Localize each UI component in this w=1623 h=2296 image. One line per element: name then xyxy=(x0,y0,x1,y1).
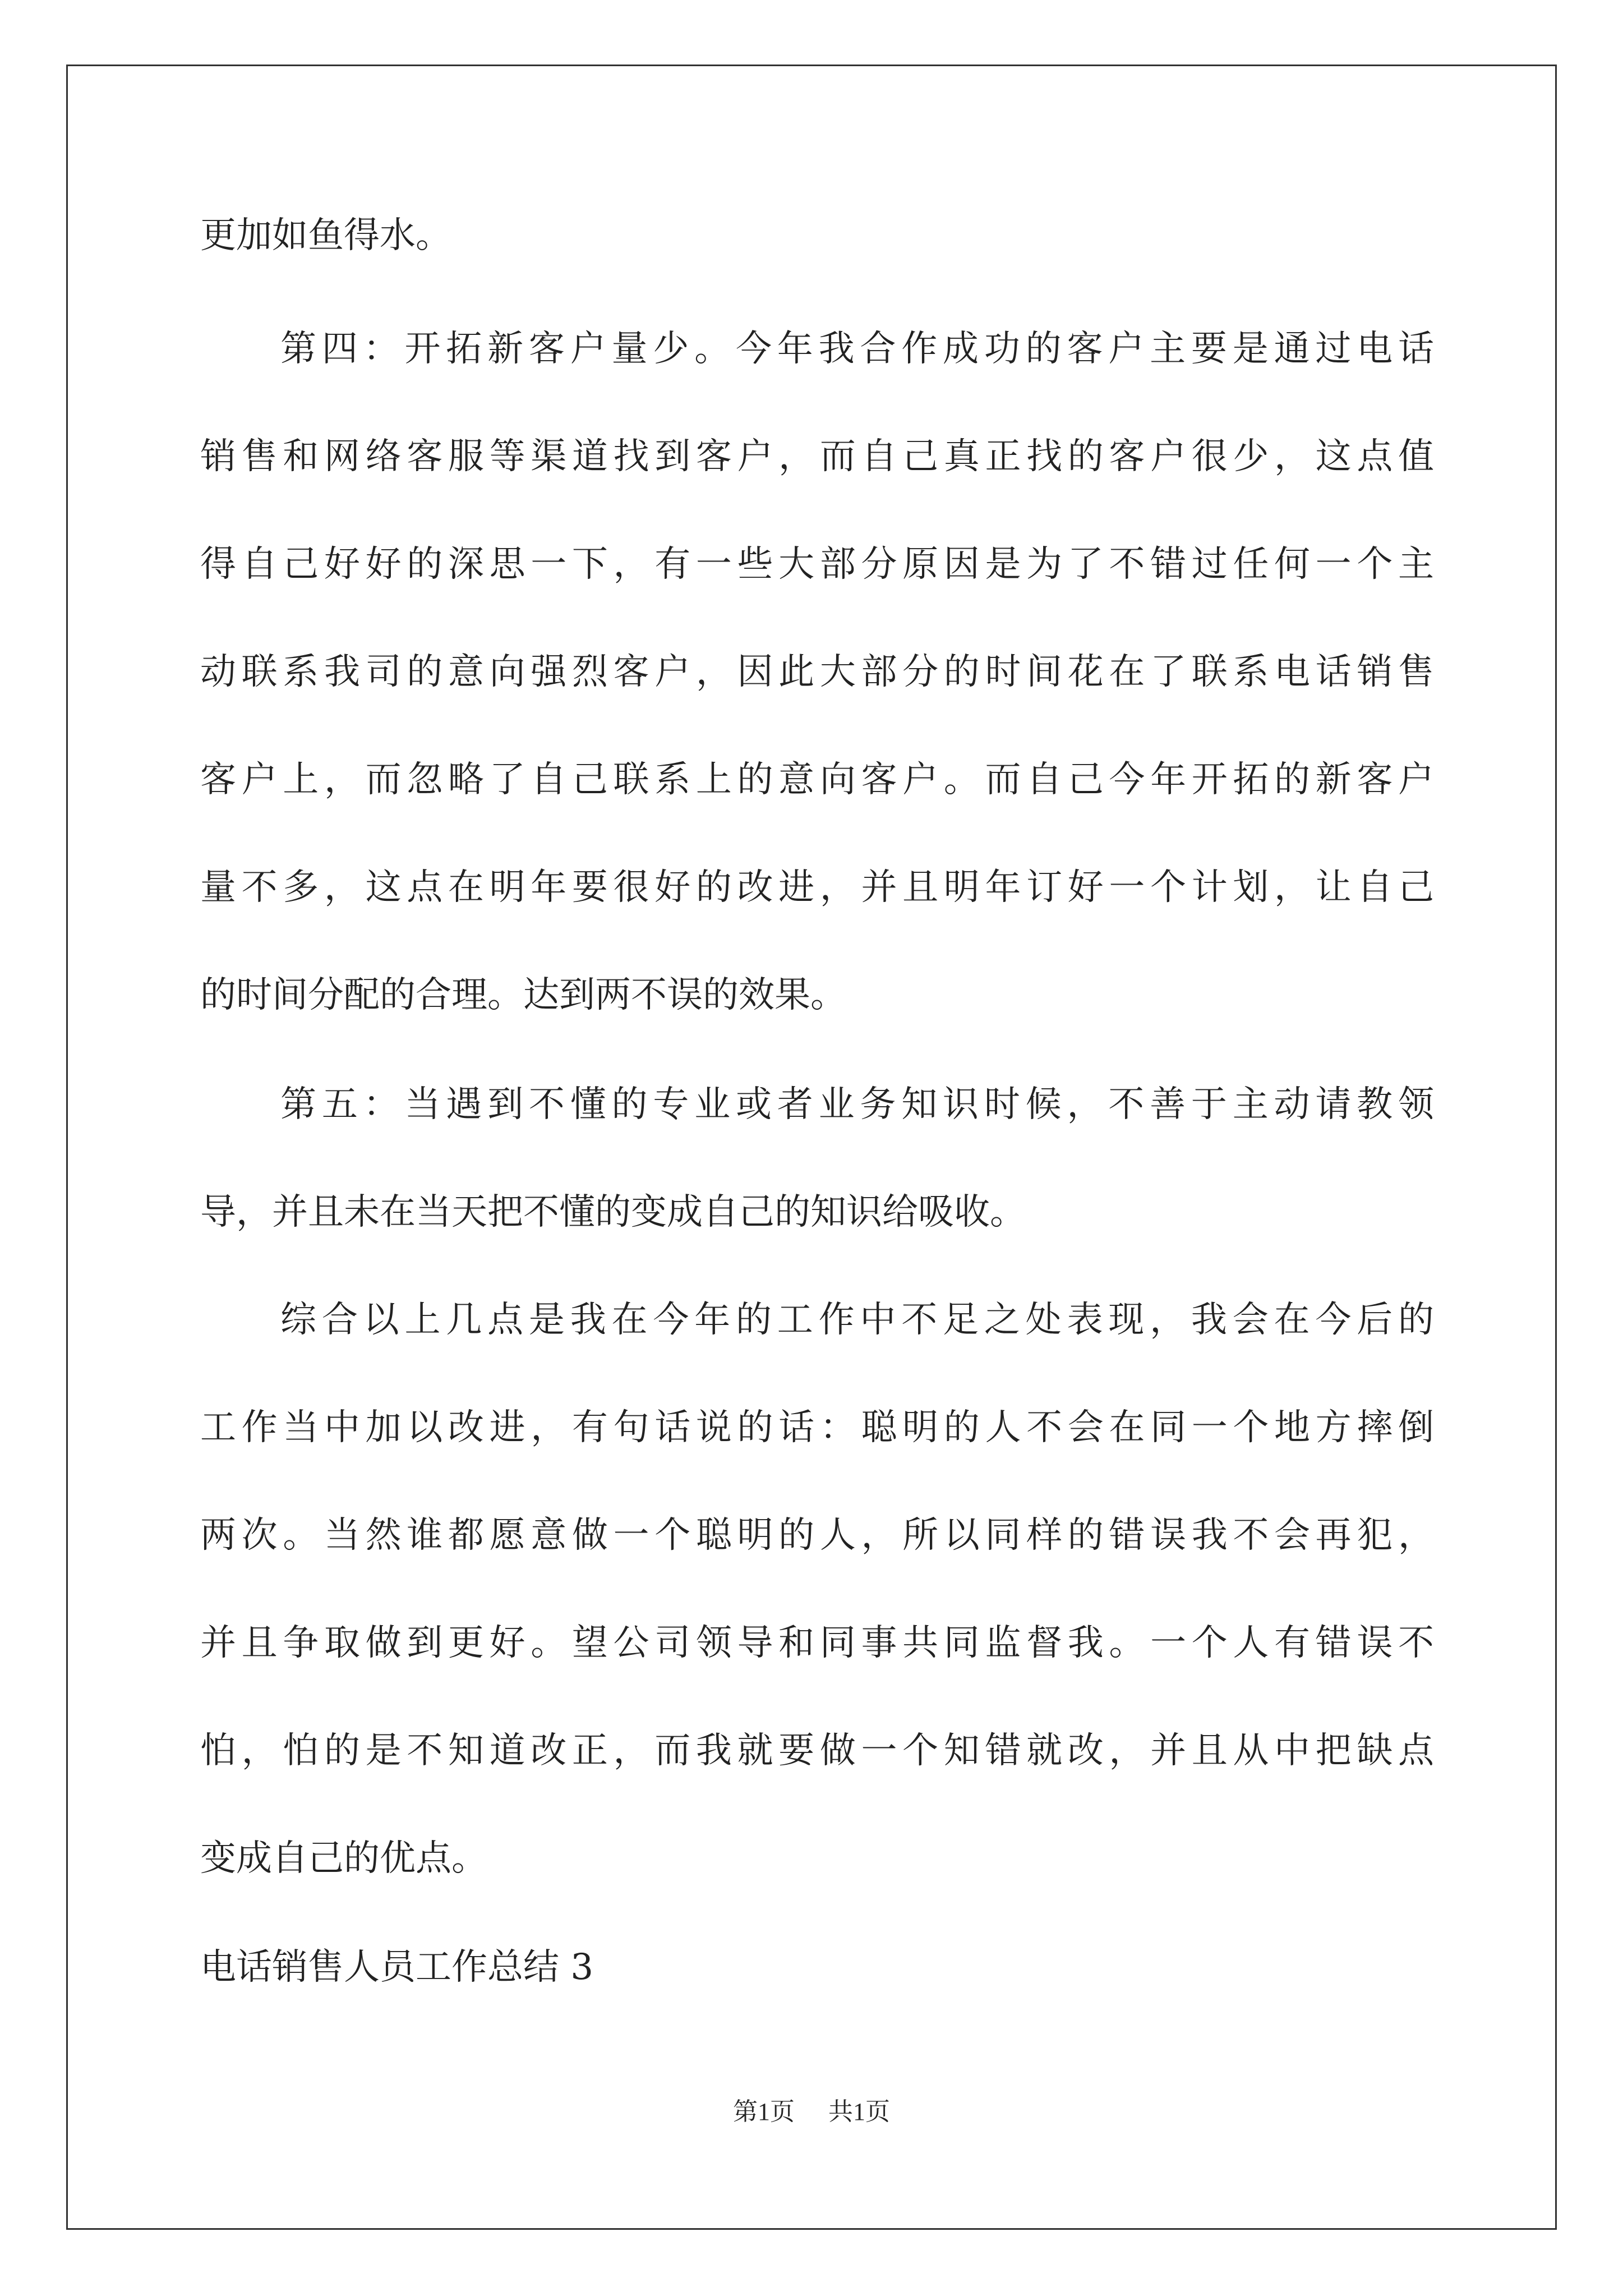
paragraph-line: 得自己好好的深思一下，有一些大部分原因是为了不错过任何一个主 xyxy=(200,544,1434,585)
paragraph-line: 更加如鱼得水。 xyxy=(200,215,451,256)
paragraph-line: 第五：当遇到不懂的专业或者业务知识时候，不善于主动请教领 xyxy=(280,1084,1434,1125)
paragraph-line: 的时间分配的合理。达到两不误的效果。 xyxy=(200,974,846,1016)
page-border xyxy=(66,65,1557,2230)
paragraph-line: 综合以上几点是我在今年的工作中不足之处表现，我会在今后的 xyxy=(280,1299,1434,1341)
paragraph-line: 怕，怕的是不知道改正，而我就要做一个知错就改，并且从中把缺点 xyxy=(200,1730,1434,1772)
paragraph-line: 变成自己的优点。 xyxy=(200,1838,487,1879)
page-footer xyxy=(0,2100,1623,2124)
paragraph-line: 客户上，而忽略了自己联系上的意向客户。而自己今年开拓的新客户 xyxy=(200,759,1434,800)
section-heading: 电话销售人员工作总结 3 xyxy=(200,1947,594,1988)
paragraph-line: 动联系我司的意向强烈客户，因此大部分的时间花在了联系电话销售 xyxy=(200,651,1434,693)
paragraph-line: 导，并且未在当天把不懂的变成自己的知识给吸收。 xyxy=(200,1191,1026,1233)
page-number-current: 第1页 xyxy=(733,2098,795,2125)
paragraph-line: 量不多，这点在明年要很好的改进，并且明年订好一个计划，让自己 xyxy=(200,867,1434,908)
paragraph-line: 销售和网络客服等渠道找到客户，而自己真正找的客户很少，这点值 xyxy=(200,436,1434,477)
page-number-total: 共1页 xyxy=(828,2098,890,2125)
paragraph-line: 工作当中加以改进，有句话说的话：聪明的人不会在同一个地方摔倒 xyxy=(200,1407,1434,1448)
paragraph-line: 第四：开拓新客户量少。今年我合作成功的客户主要是通过电话 xyxy=(280,328,1434,370)
paragraph-line: 并且争取做到更好。望公司领导和同事共同监督我。一个人有错误不 xyxy=(200,1622,1434,1664)
paragraph-line: 两次。当然谁都愿意做一个聪明的人，所以同样的错误我不会再犯， xyxy=(200,1515,1434,1556)
